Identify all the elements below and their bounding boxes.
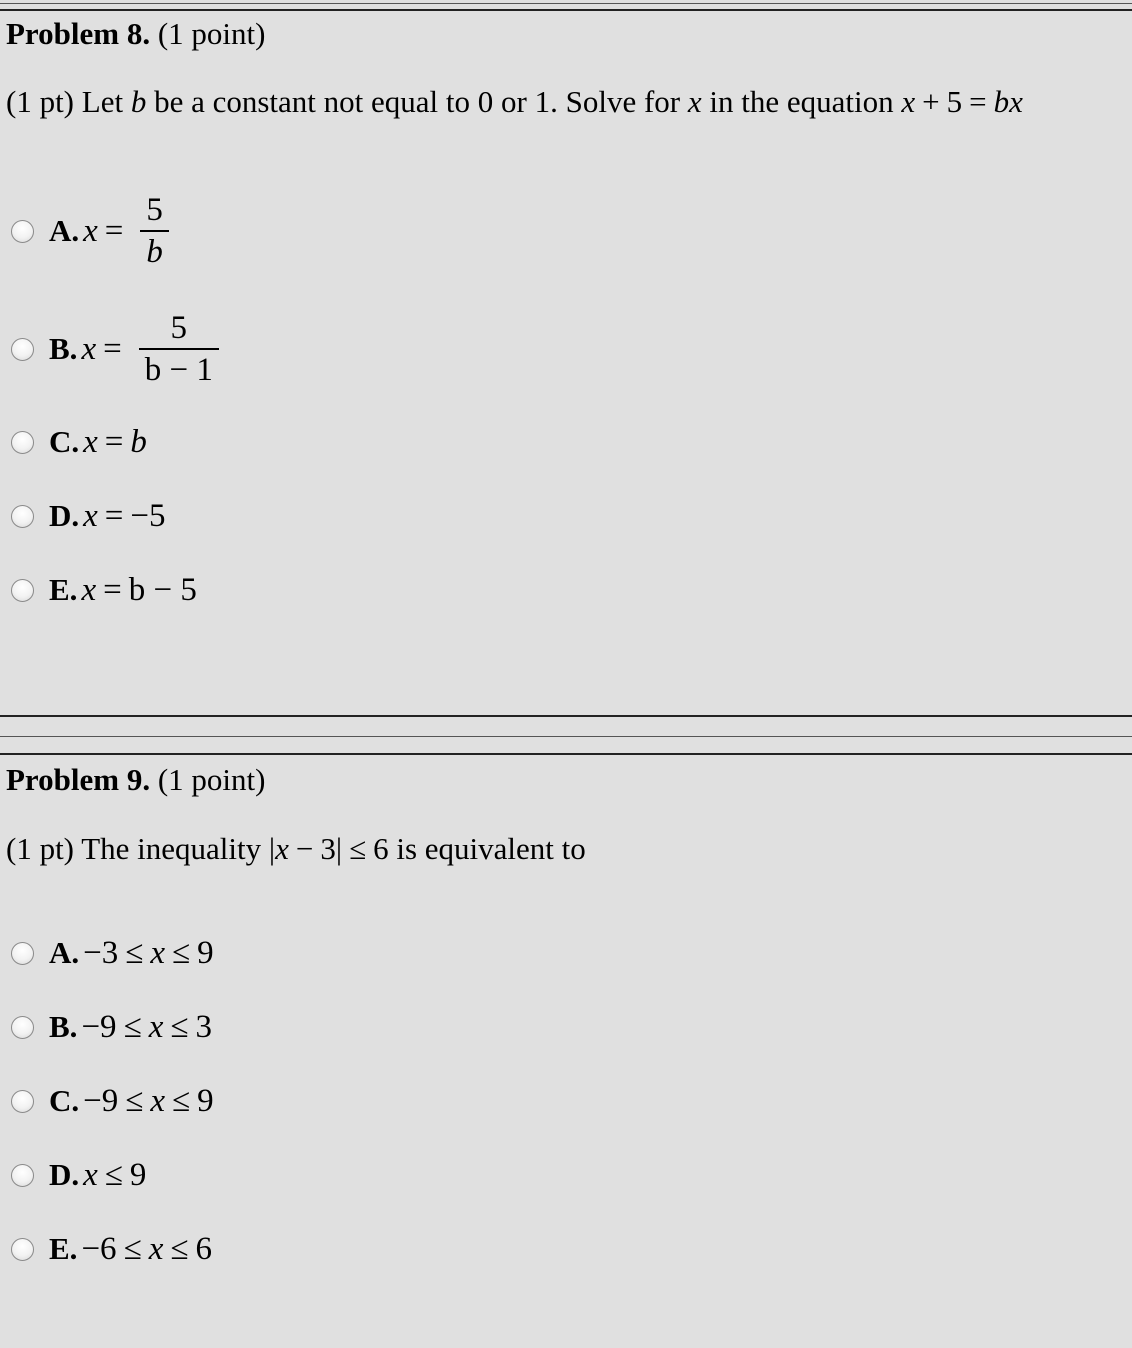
math-expression: b − 5 [128,571,197,608]
math-number: 9 [197,934,214,971]
problem-divider-thick [0,715,1132,717]
math-var-x: x [81,571,97,608]
math-operator: = [969,84,987,119]
radio-button-a[interactable] [11,220,34,243]
choice-d[interactable] [11,488,166,544]
math-operator: ≤ [170,1008,189,1045]
choice-b[interactable] [11,310,219,388]
math-operator: = [104,497,124,534]
math-expression: −5 [130,497,166,534]
stem-text: in the equation [709,84,894,119]
choice-letter: B. [49,331,78,366]
stem-text: (1 pt) The inequality [6,831,262,866]
choice-letter: A. [49,213,80,248]
stem-text: (1 pt) Let [6,84,124,119]
math-operator: ≤ [172,934,191,971]
fraction-numerator: 5 [170,310,188,346]
math-number: −9 [81,1008,117,1045]
choice-letter: C. [49,1083,80,1118]
radio-button-d[interactable] [11,505,34,528]
choice-a[interactable] [11,925,214,981]
radio-button-e[interactable] [11,579,34,602]
problem-8-title [6,16,265,52]
problem-9-title [6,762,265,798]
math-operator: ≤ [123,1230,142,1267]
math-var-x: x [148,1230,164,1267]
math-var-x: x [150,934,166,971]
math-operator: ≤ [349,831,367,866]
choice-c[interactable] [11,1073,214,1129]
math-operator: ≤ [104,1156,123,1193]
math-var-x: x [83,423,98,460]
choice-letter: A. [49,935,80,970]
math-operator: ≤ [125,934,144,971]
math-var-x: x [150,1082,166,1119]
math-operator: ≤ [172,1082,191,1119]
math-var-x: x [901,84,916,119]
math-operator: ≤ [170,1230,189,1267]
math-var-x: x [83,497,98,534]
stem-text: or [501,84,527,119]
math-number: 0 [477,84,494,119]
math-number: 3 [320,831,336,866]
math-number: 6 [373,831,389,866]
choice-d[interactable] [11,1147,146,1203]
math-expression: bx [993,84,1023,119]
math-number: 6 [195,1230,212,1267]
math-number: −3 [83,934,119,971]
math-var-x: x [687,84,702,119]
math-var-x: x [83,1156,98,1193]
problem-points: (1 point) [157,16,266,51]
radio-button-c[interactable] [11,1090,34,1113]
math-operator: = [103,571,122,608]
problem-9-statement [6,829,586,869]
fraction-denominator: b [146,234,163,270]
top-divider-thick [0,9,1132,11]
math-expression: b [130,423,147,460]
math-var-x: x [81,330,97,367]
problem-divider-thin [0,736,1132,737]
math-var-x: x [275,831,289,866]
choice-letter: E. [49,572,78,607]
math-number: 3 [195,1008,212,1045]
choice-letter: B. [49,1009,78,1044]
radio-button-c[interactable] [11,431,34,454]
fraction [140,190,169,272]
choice-c[interactable] [11,414,147,470]
problem-number: Problem 8. [6,16,151,51]
fraction-numerator: 5 [146,192,163,228]
math-operator: = [104,423,124,460]
choice-letter: C. [49,424,80,459]
math-var-b: b [130,84,147,119]
math-var-x: x [83,212,98,249]
radio-button-b[interactable] [11,1016,34,1039]
math-operator: ≤ [125,1082,144,1119]
problem-number: Problem 9. [6,762,151,797]
fraction [139,308,219,390]
math-number: 9 [129,1156,147,1193]
math-number: 1 [534,84,551,119]
math-number: 9 [197,1082,214,1119]
radio-button-e[interactable] [11,1238,34,1261]
radio-button-b[interactable] [11,338,34,361]
problem-8-statement [6,82,1023,122]
math-abs-bar: | [335,831,343,866]
math-operator: − [295,831,314,866]
math-number: −6 [81,1230,117,1267]
math-number: −9 [83,1082,119,1119]
problem-divider-thick [0,753,1132,755]
choice-letter: D. [49,1157,80,1192]
math-operator: = [104,212,124,249]
choice-e[interactable] [11,1221,212,1277]
choice-e[interactable] [11,562,197,618]
math-operator: + [922,84,940,119]
fraction-denominator: b − 1 [144,352,213,388]
radio-button-d[interactable] [11,1164,34,1187]
stem-text: be a constant not equal to [154,84,471,119]
choice-letter: D. [49,498,80,533]
stem-text: . Solve for [550,84,681,119]
choice-b[interactable] [11,999,212,1055]
math-operator: = [103,330,122,367]
choice-letter: E. [49,1231,78,1266]
top-divider-thin [0,3,1132,4]
math-number: 5 [946,84,963,119]
radio-button-a[interactable] [11,942,34,965]
math-abs-bar: | [268,831,276,866]
choice-a[interactable] [11,192,169,270]
math-var-x: x [148,1008,164,1045]
math-operator: ≤ [123,1008,142,1045]
stem-text: is equivalent to [396,831,586,866]
problem-points: (1 point) [157,762,266,797]
